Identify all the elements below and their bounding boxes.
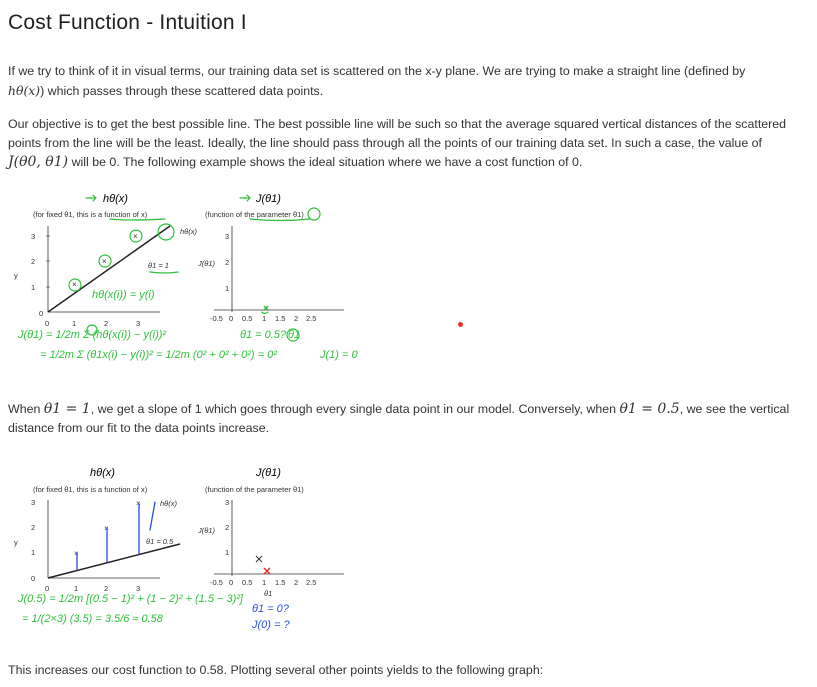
paragraph-1-text-after: ) which passes through these scattered data points. — [40, 84, 324, 98]
math-j-theta: J(θ0, θ1) — [8, 154, 69, 170]
ink-underline-icon — [150, 272, 178, 273]
ink-badge: θ1 — [288, 329, 301, 341]
tick-label: 3 — [31, 498, 36, 507]
cursor-dot-icon — [458, 322, 463, 327]
tick-label: -0.5 — [210, 578, 223, 587]
tick-label: 3 — [136, 319, 141, 328]
tick-label: 1 — [225, 548, 230, 557]
ink-note-theta-question: θ1 = 0.5? — [240, 329, 287, 341]
figure-2 — [0, 460, 480, 660]
tick-label: 1 — [74, 584, 79, 593]
tick-label: 1.5 — [275, 314, 286, 323]
tick-label: 0.5 — [242, 578, 253, 587]
math-h-theta-x: hθ(x) — [8, 83, 41, 98]
figure-2-left-xticks — [45, 584, 140, 593]
figure-2-fit-line — [48, 544, 180, 578]
figure-1-y-axis-label: y — [14, 271, 18, 280]
ink-underline-icon — [262, 312, 268, 314]
data-point: × — [74, 549, 79, 558]
tick-label: 0 — [39, 309, 44, 318]
figure-1-left-title: hθ(x) — [103, 193, 128, 205]
data-point: × — [133, 232, 138, 241]
figure-1-j-axis-label: J(θ1) — [198, 259, 215, 268]
data-point: × — [102, 257, 107, 266]
tick-label: 2 — [294, 314, 299, 323]
tick-label: 2 — [31, 523, 36, 532]
paragraph-4: This increases our cost function to 0.58. Plotting several other points yields to the following graph: — [8, 663, 544, 677]
tick-label: 0 — [229, 314, 234, 323]
figure-1 — [0, 188, 480, 384]
paragraph-3-text-mid: , we get a slope of 1 which goes through every single data point in our model. Conversely, when — [90, 402, 617, 416]
paragraph-2 — [8, 115, 803, 172]
tick-label: 2 — [104, 584, 109, 593]
ink-note-j-zero: J(0) = ? — [252, 619, 290, 631]
figure-1-right-xticks — [210, 314, 316, 323]
tick-label: 0 — [45, 584, 50, 593]
figure-2-right-title: J(θ1) — [256, 467, 281, 479]
tick-label: 2 — [31, 257, 36, 266]
tick-label: 2.5 — [306, 578, 317, 587]
paragraph-2-text-after: will be 0. The following example shows the ideal situation where we have a cost function of 0. — [71, 155, 583, 169]
figure-2-y-axis-label: y — [14, 538, 18, 547]
figure-2-x-axis-label: θ1 — [264, 589, 273, 598]
tick-label: 1 — [225, 284, 230, 293]
tick-label: 3 — [136, 584, 141, 593]
tick-label: 0.5 — [242, 314, 253, 323]
tick-label: 2 — [104, 319, 109, 328]
figure-2-theta-label: θ1 = 0.5 — [146, 537, 174, 546]
paragraph-2-line2: points from the line will be the least. Ideally, the line should pass through all the points of our training data set. In such a case, the value of — [8, 136, 762, 150]
ink-underline-icon — [250, 219, 310, 221]
figure-1-left-yticks — [31, 232, 50, 318]
ink-arrow-icon — [86, 195, 96, 201]
figure-2-j-point-1 — [264, 568, 270, 574]
paragraph-1 — [8, 62, 803, 101]
figure-1-right-yticks — [225, 232, 229, 293]
paragraph-3-text-before: When — [8, 402, 41, 416]
paragraph-1-text-before: If we try to think of it in visual terms, our training data set is scattered on the x-y plane. We are trying to make a straight line (defined by — [8, 64, 746, 78]
figure-2-left-title: hθ(x) — [90, 467, 115, 479]
tick-label: 1 — [262, 314, 267, 323]
tick-label: 3 — [225, 232, 230, 241]
ink-note-theta-zero: θ1 = 0? — [252, 603, 289, 615]
figure-2-left-yticks — [31, 498, 35, 583]
tick-label: -0.5 — [210, 314, 223, 323]
tick-label: 1.5 — [275, 578, 286, 587]
ink-note-hypothesis: hθ(x(i)) = y(i) — [92, 289, 155, 301]
figure-1-right-title: J(θ1) — [256, 193, 281, 205]
tick-label: 2 — [294, 578, 299, 587]
figure-2-left-caption: (for fixed θ1, this is a function of x) — [33, 485, 148, 494]
tick-label: 3 — [31, 232, 36, 241]
ink-note-j-zero: J(1) = 0 — [320, 349, 358, 361]
tick-label: 1 — [31, 283, 36, 292]
tick-label: 0 — [229, 578, 234, 587]
figure-2-right-xticks — [210, 578, 316, 587]
tick-label: 1 — [72, 319, 77, 328]
tick-label: 1 — [31, 548, 36, 557]
tick-label: 1 — [262, 578, 267, 587]
figure-1-legend: hθ(x) — [180, 227, 197, 236]
figure-1-j-point — [264, 306, 268, 310]
ink-equation-2: = 1/(2×3) (3.5) = 3.5/6 ≈ 0.58 — [22, 613, 163, 625]
paragraph-2-line1: Our objective is to get the best possible line. The best possible line will be such so that the average squared vertical distances of the scattered — [8, 117, 787, 131]
figure-2-right-caption: (function of the parameter θ1) — [205, 485, 304, 494]
ink-equation-1: J(θ1) = 1/2m Σ (hθ(x(i)) − y(i))² — [18, 329, 167, 341]
math-theta-1: θ1 = 1 — [43, 401, 91, 417]
ink-arrow-icon — [240, 195, 250, 201]
figure-2-j-point-05 — [256, 556, 262, 562]
page-title: Cost Function - Intuition I — [8, 11, 247, 34]
math-theta-05: θ1 = 0.5 — [619, 401, 680, 417]
tick-label: 0 — [45, 319, 50, 328]
tick-label: 2.5 — [306, 314, 317, 323]
ink-equation-1: J(0.5) = 1/2m [(0.5 − 1)² + (1 − 2)² + (1.5 − 3)²] — [18, 593, 243, 605]
figure-2-legend: hθ(x) — [160, 499, 177, 508]
data-point: × — [136, 499, 141, 508]
residual-line — [150, 502, 155, 530]
figure-2-j-axis-label: J(θ1) — [198, 526, 215, 535]
ink-circle-icon — [308, 208, 320, 220]
paragraph-3-line2: distance from our fit to the data points increase. — [8, 421, 270, 435]
figure-2-data-points — [74, 499, 155, 570]
figure-1-right-caption: (function of the parameter θ1) — [205, 210, 304, 219]
figure-2-right-yticks — [225, 498, 229, 557]
tick-label: 2 — [225, 523, 230, 532]
tick-label: 2 — [225, 258, 230, 267]
paragraph-3-text-after: , we see the vertical — [679, 402, 790, 416]
data-point: × — [104, 524, 109, 533]
figure-1-left-xticks — [45, 319, 140, 328]
figure-1-theta-label: θ1 = 1 — [148, 261, 169, 270]
tick-label: 3 — [225, 498, 230, 507]
data-point: × — [72, 280, 77, 289]
ink-underline-icon — [110, 219, 165, 220]
tick-label: 0 — [31, 574, 36, 583]
paragraph-3 — [8, 400, 803, 438]
figure-1-left-caption: (for fixed θ1, this is a function of x) — [33, 210, 148, 219]
ink-equation-2: = 1/2m Σ (θ1x(i) − y(i))² = 1/2m (0² + 0² + 0²) = 0² — [40, 349, 277, 361]
